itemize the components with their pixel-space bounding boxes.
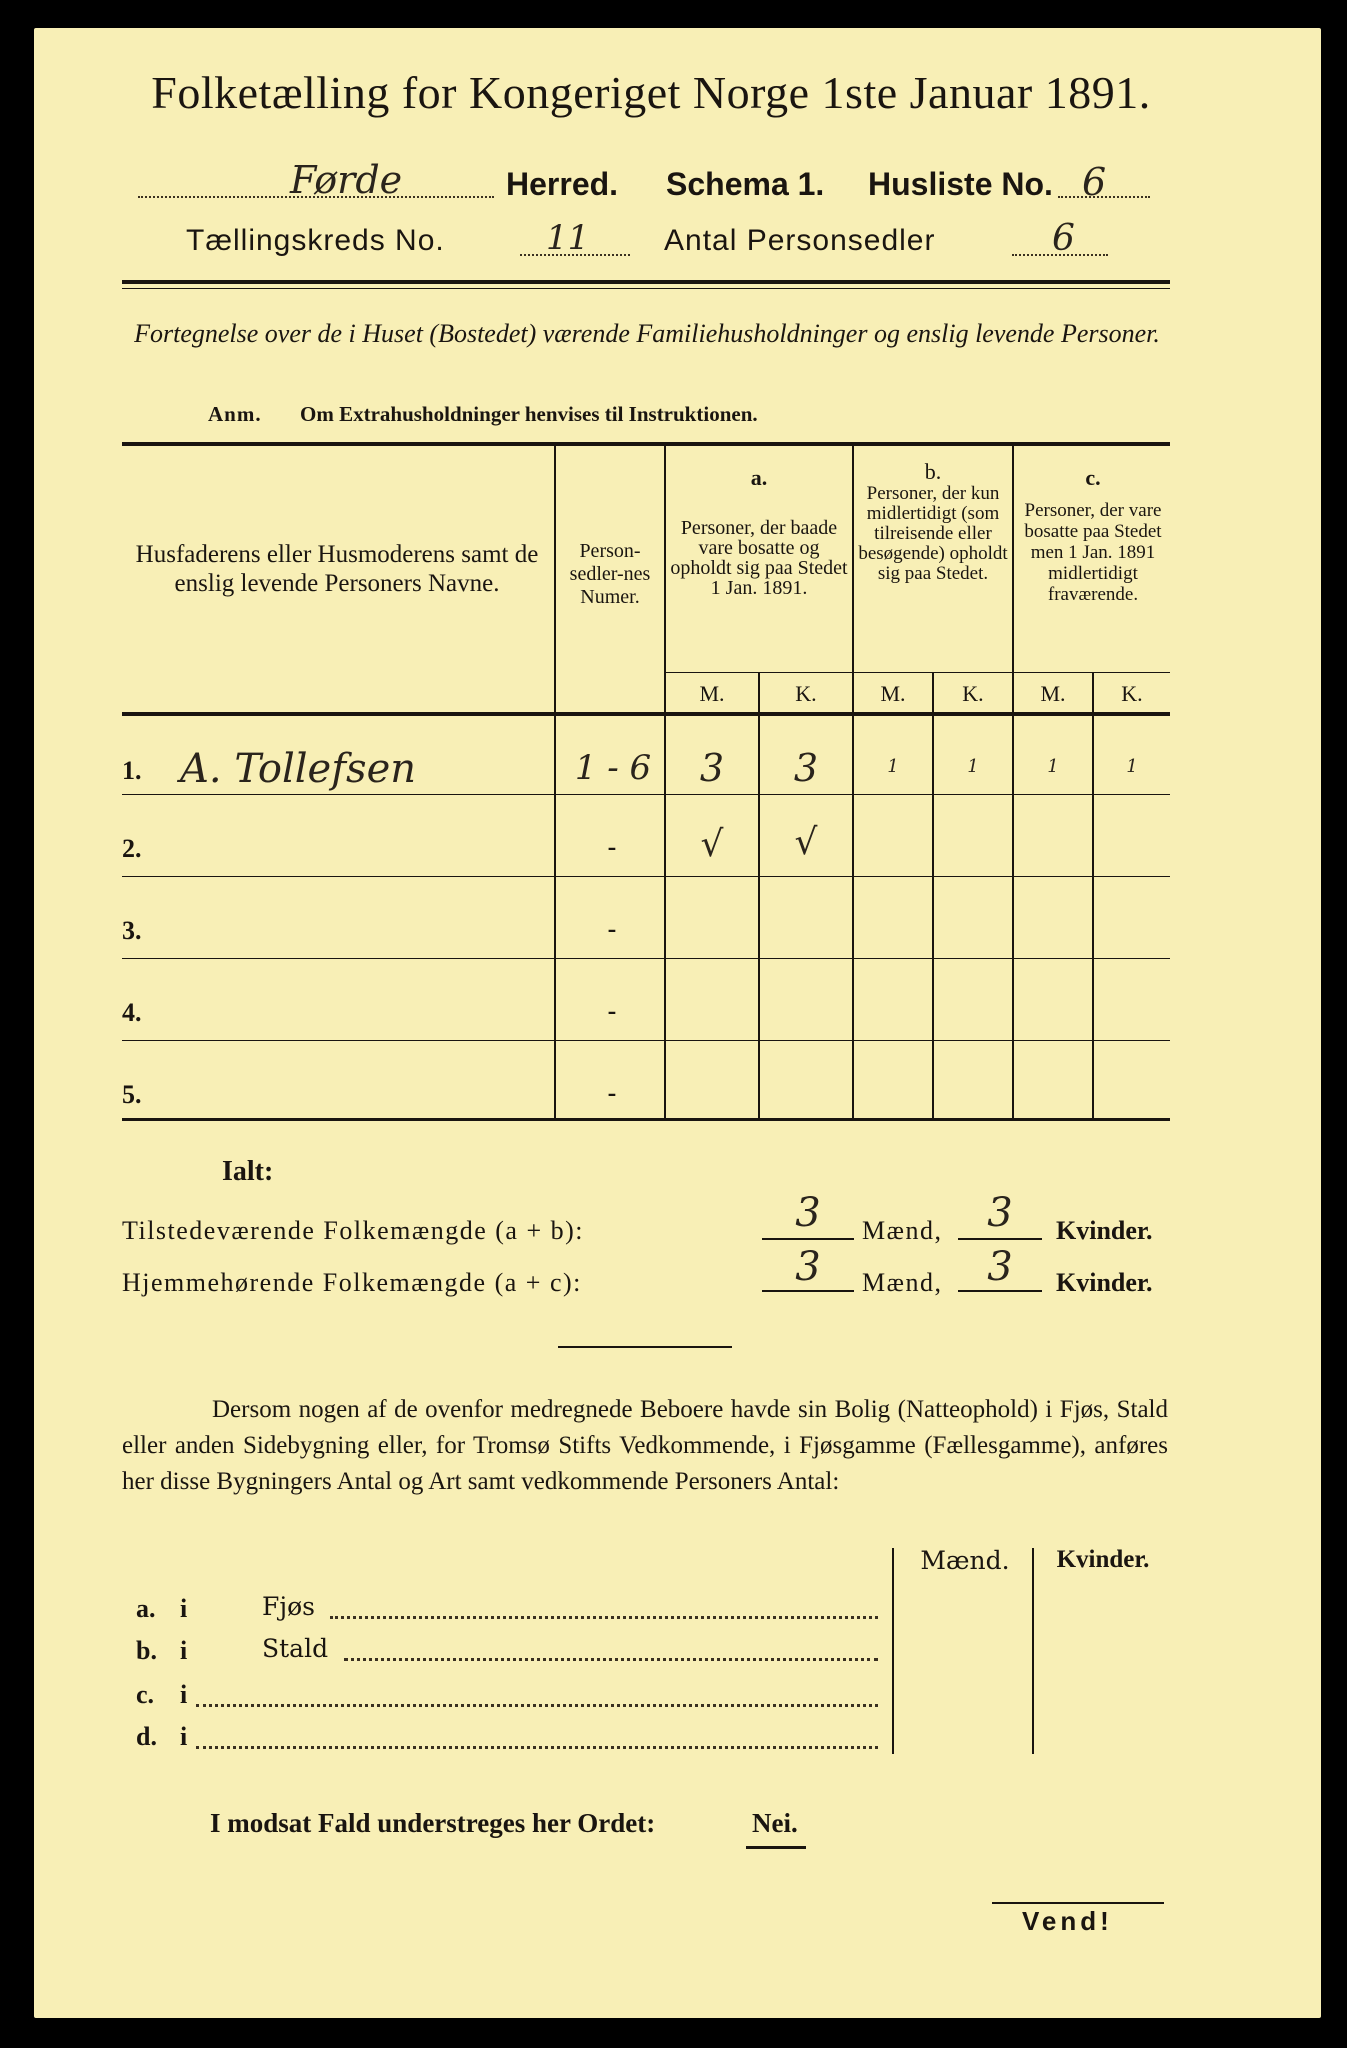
row-number: 2. (122, 834, 142, 863)
form-title: Folketælling for Kongeriget Norge 1ste Januar 1891. (151, 67, 1151, 118)
a-m-label: M. (699, 681, 725, 706)
outbuilding-prep: i (180, 1636, 188, 1665)
tilstede-m-value: 3 (795, 1190, 821, 1236)
outbuilding-letter: d. (136, 1722, 157, 1751)
kreds-value: 11 (546, 218, 590, 258)
tilstede-maend: Mænd, (862, 1216, 943, 1245)
outbuilding-prep: i (180, 1680, 188, 1709)
row-rule-4 (122, 1040, 1170, 1041)
herred-label: Herred. (506, 166, 619, 202)
col-divider-a (852, 446, 854, 1118)
hjemme-kvinder: Kvinder. (1056, 1268, 1153, 1297)
nei-word: Nei. (752, 1808, 798, 1838)
hjemme-maend: Mænd, (862, 1268, 943, 1297)
row-a-k: 3 (793, 746, 819, 790)
row-number: 5. (122, 1080, 142, 1109)
vend-text: Vend! (1022, 1906, 1113, 1936)
outbuilding-fill-line (196, 1746, 878, 1749)
b-k-label: K. (962, 681, 984, 706)
row-numer: 1 - 6 (574, 748, 652, 788)
row-number: 1. (122, 756, 142, 785)
row-a-m: √ (700, 824, 724, 865)
row-c-m: 1 (1047, 756, 1059, 777)
col-divider-c-mk (1092, 672, 1094, 1118)
tilstede-m-line (762, 1238, 854, 1240)
outbuilding-label: Stald (262, 1634, 329, 1663)
outbuilding-fill-line (344, 1658, 878, 1661)
outbuildings-maend-header: Mænd. (920, 1546, 1010, 1575)
header-rule-thin (122, 288, 1170, 289)
outbuilding-letter: c. (136, 1680, 155, 1709)
tilstede-kvinder: Kvinder. (1056, 1216, 1153, 1245)
col-divider-a-mk (758, 672, 760, 1118)
ialt-label: Ialt: (222, 1156, 274, 1187)
row-numer: - (607, 914, 617, 943)
c-m-label: M. (1040, 681, 1066, 706)
hjemme-label: Hjemmehørende Folkemængde (a + c): (122, 1268, 582, 1297)
outbuilding-prep: i (180, 1722, 188, 1751)
herred-value: Førde (290, 158, 403, 202)
row-numer: - (607, 1078, 617, 1107)
outbuildings-kvinder-header: Kvinder. (1056, 1546, 1150, 1573)
row-numer: - (607, 996, 617, 1025)
col-header-c: Personer, der vare bosatte paa Stedet men 1 Jan. 1891 midlertidigt fraværende. (1024, 500, 1162, 605)
c-k-label: K. (1121, 681, 1143, 706)
outbuildings-col-divider-2 (1032, 1548, 1034, 1754)
row-a-m: 3 (699, 746, 725, 790)
section-divider (558, 1346, 732, 1348)
hjemme-m-value: 3 (795, 1244, 821, 1290)
tilstede-k-line (958, 1238, 1042, 1240)
col-divider-b (1012, 446, 1014, 1118)
row-b-m: 1 (887, 756, 899, 777)
row-rule-3 (122, 958, 1170, 959)
table-bottom-rule (122, 1118, 1170, 1121)
col-header-a: Personer, der baade vare bosatte og opholdt sig paa Stedet 1 Jan. 1891. (670, 517, 848, 599)
col-header-b: Personer, der kun midlertidigt (som tilreisende eller besøgende) opholdt sig paa Stedet. (858, 483, 1008, 584)
col-a-letter: a. (750, 465, 768, 490)
husliste-value: 6 (1082, 160, 1107, 204)
row-name: A. Tollefsen (180, 746, 416, 792)
row-rule-1 (122, 794, 1170, 795)
fortegnelse-text: Fortegnelse over de i Huset (Bostedet) værende Familiehusholdninger og enslig levende Personer. (134, 319, 1160, 348)
hjemme-k-line (958, 1290, 1042, 1292)
row-number: 4. (122, 998, 142, 1027)
mk-rule (666, 672, 1170, 673)
outbuilding-prep: i (180, 1594, 188, 1623)
col-c-letter: c. (1085, 465, 1101, 490)
hjemme-k-value: 3 (987, 1244, 1013, 1290)
row-b-k: 1 (967, 756, 979, 777)
b-m-label: M. (880, 681, 906, 706)
vend-rule (992, 1902, 1164, 1904)
row-c-k: 1 (1126, 756, 1138, 777)
row-a-k: √ (794, 822, 818, 863)
tilstede-label: Tilstedeværende Folkemængde (a + b): (122, 1216, 584, 1245)
col-header-name: Husfaderens eller Husmoderens samt de enslig levende Personers Navne. (135, 541, 539, 597)
antal-value: 6 (1052, 218, 1075, 259)
row-rule-2 (122, 876, 1170, 877)
row-numer: - (607, 832, 617, 861)
kreds-label: Tællingskreds No. (186, 224, 445, 257)
anm-label: Anm. (208, 402, 262, 426)
outbuilding-fill-line (330, 1616, 878, 1619)
col-divider-name (554, 446, 556, 1118)
outbuilding-letter: a. (136, 1594, 156, 1623)
tilstede-k-value: 3 (987, 1190, 1013, 1236)
outbuilding-label: Fjøs (262, 1592, 315, 1621)
a-k-label: K. (795, 681, 817, 706)
col-divider-b-mk (932, 672, 934, 1118)
modsat-text: I modsat Fald understreges her Ordet: (210, 1808, 656, 1838)
header-rule (122, 280, 1170, 284)
col-header-numer: Person-sedler-nes Numer. (569, 540, 651, 608)
outbuildings-paragraph: Dersom nogen af de ovenfor medregnede Beboere havde sin Bolig (Natteophold) i Fjøs, Stald eller anden Sidebygning eller, for Tromsø Stifts Vedkommende, i Fjøsgamme (Fællesgamme), anføres her disse Bygningers Antal og Art samt vedkommende Personers Antal: (122, 1396, 1168, 1495)
col-b-letter: b. (924, 459, 942, 484)
antal-label: Antal Personsedler (664, 224, 936, 257)
schema-label: Schema 1. (666, 166, 825, 202)
outbuilding-letter: b. (136, 1636, 157, 1665)
nei-underline (746, 1846, 806, 1849)
hjemme-m-line (762, 1290, 854, 1292)
outbuilding-fill-line (196, 1704, 878, 1707)
husliste-label: Husliste No. (868, 166, 1053, 202)
outbuildings-col-divider-1 (892, 1548, 894, 1754)
row-number: 3. (122, 916, 142, 945)
anm-text: Om Extrahusholdninger henvises til Instruktionen. (300, 402, 758, 426)
